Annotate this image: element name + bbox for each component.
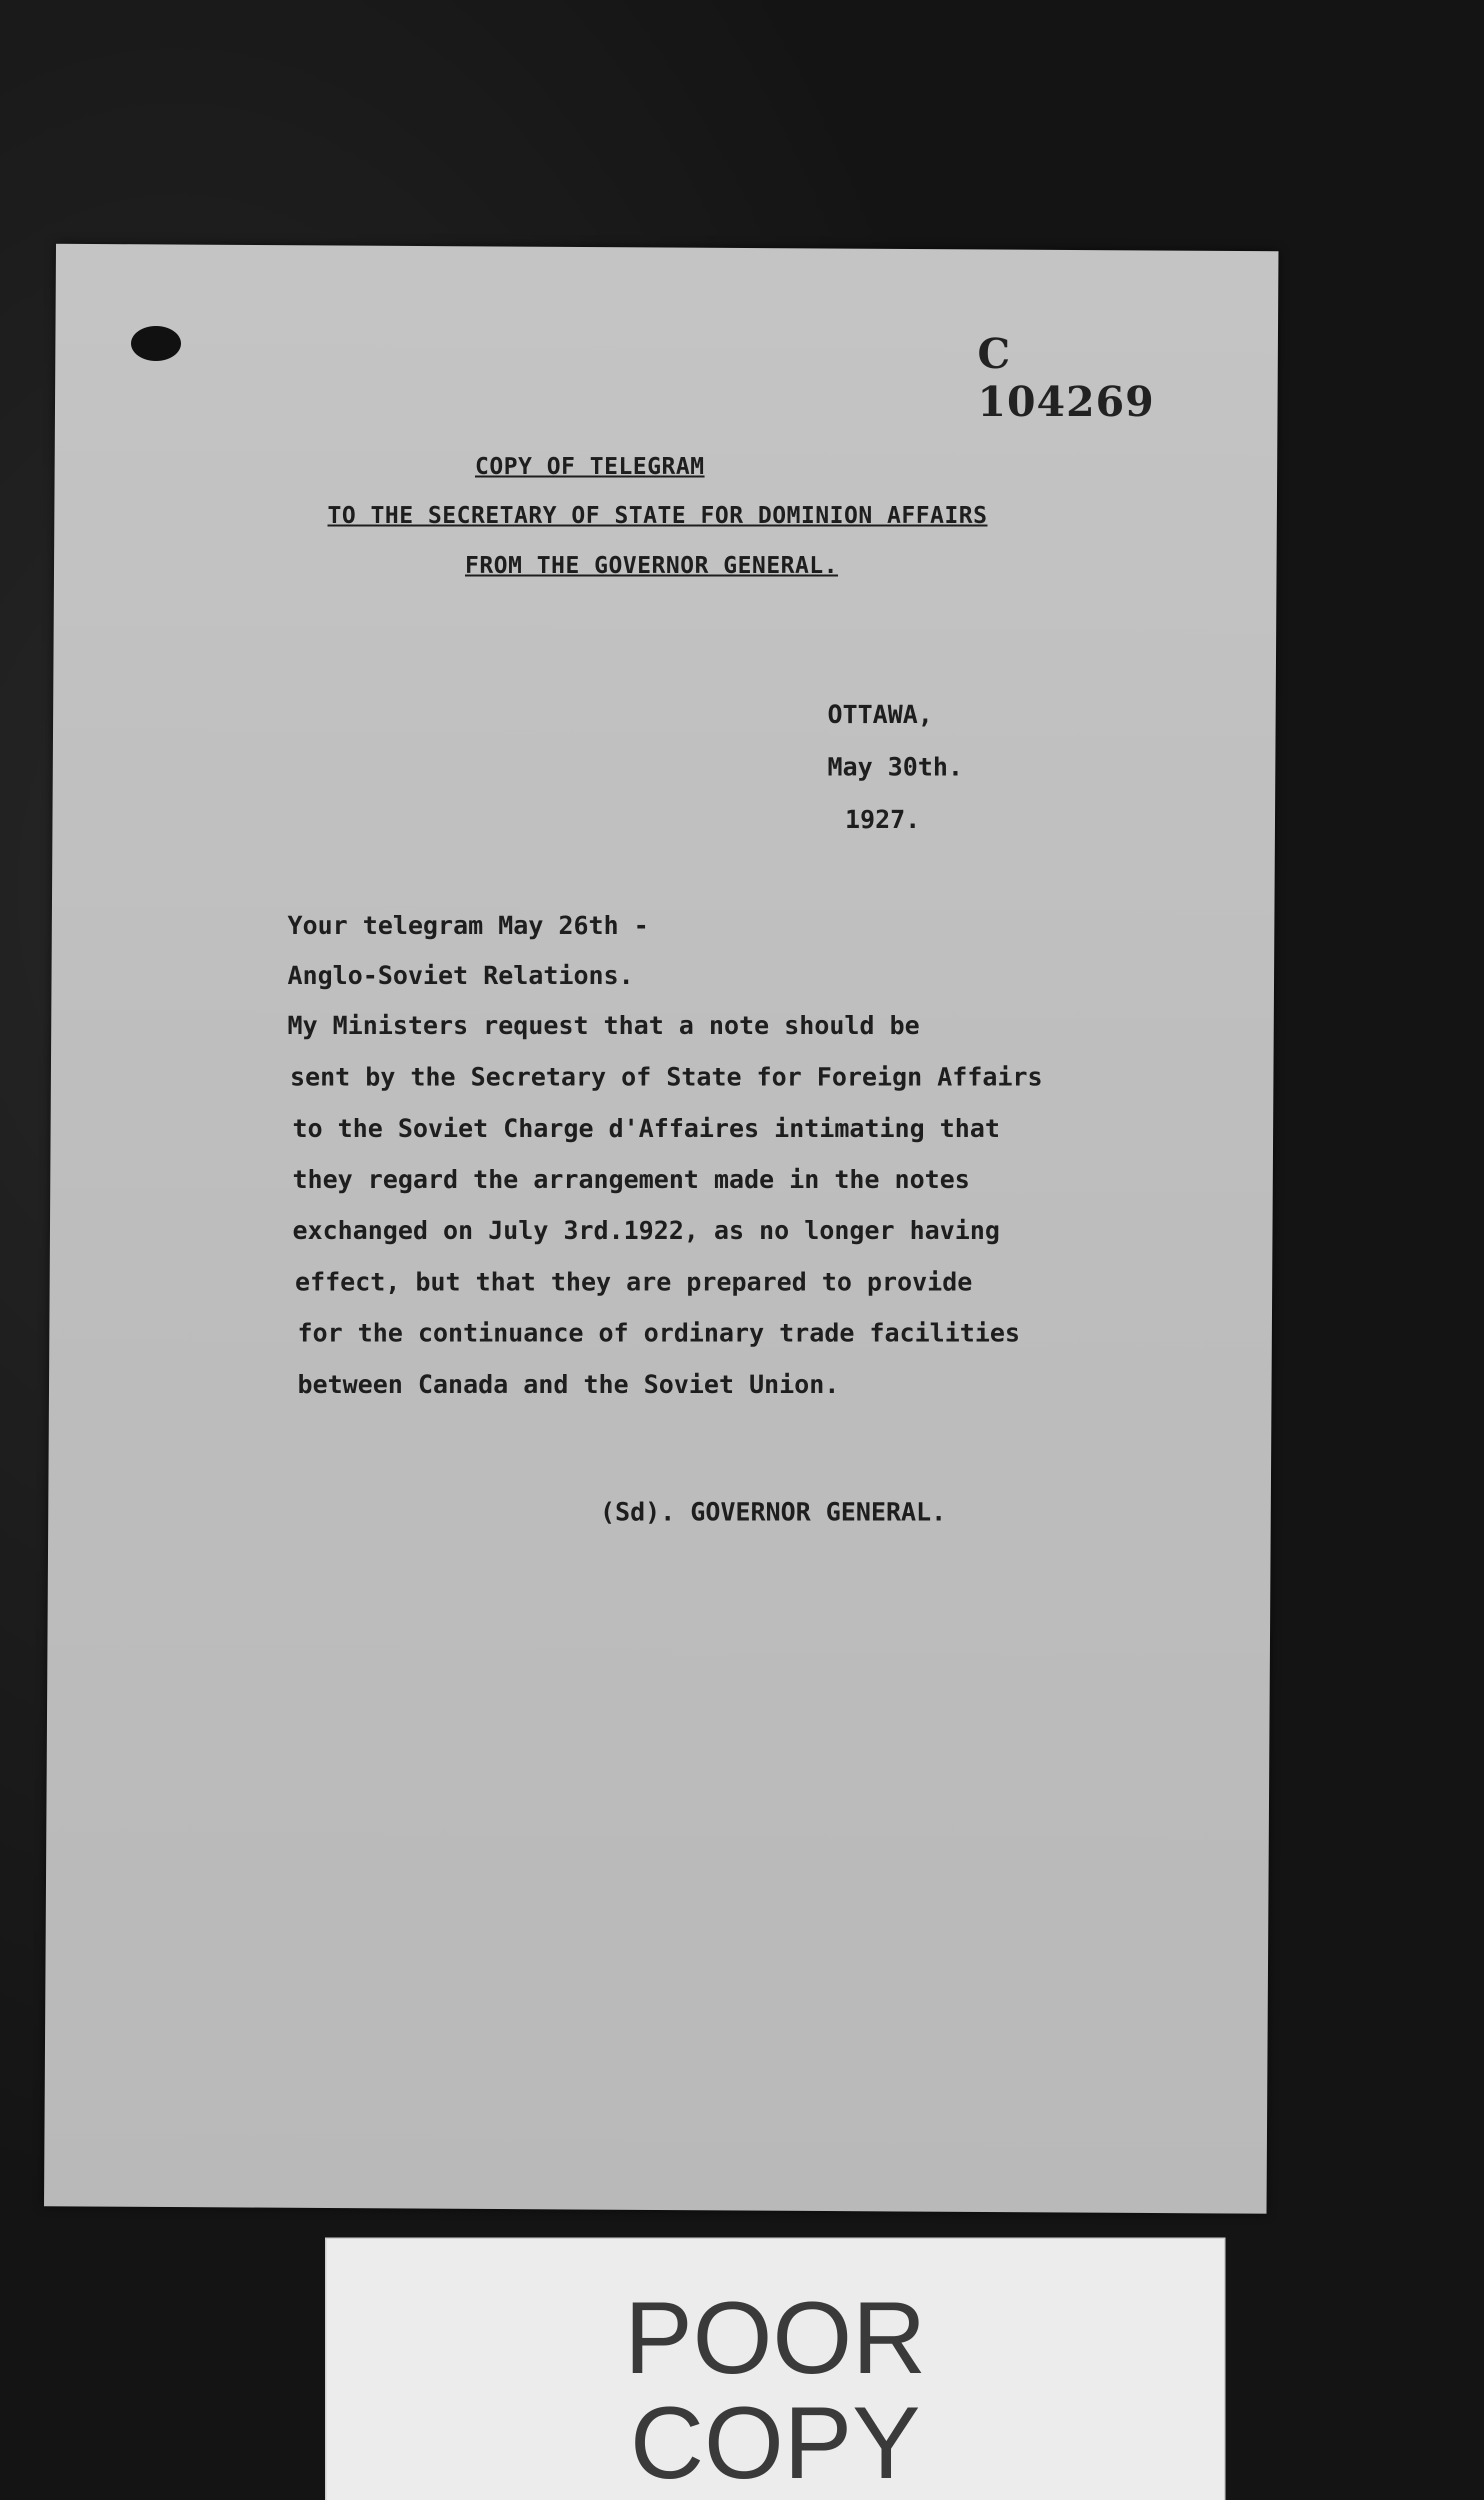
- poor-copy-line: POOR: [624, 2280, 926, 2395]
- body-line: exchanged on July 3rd.1922, as no longer having: [292, 1216, 1000, 1245]
- body-line: Anglo-Soviet Relations.: [288, 961, 634, 990]
- body-line: effect, but that they are prepared to provide: [295, 1268, 972, 1296]
- body-line: sent by the Secretary of State for Foreign Affairs: [290, 1062, 1043, 1092]
- body-line: they regard the arrangement made in the notes: [292, 1165, 970, 1194]
- body-line: between Canada and the Soviet Union.: [298, 1370, 840, 1399]
- heading-line-3: FROM THE GOVERNOR GENERAL.: [465, 552, 838, 578]
- heading-line-1: COPY OF TELEGRAM: [475, 452, 705, 480]
- document-number: C 104269: [978, 330, 1155, 426]
- body-line: Your telegram May 26th -: [288, 911, 649, 940]
- body-line: to the Soviet Charge d'Affaires intimating that: [292, 1114, 1000, 1143]
- signature: (Sd). GOVERNOR GENERAL.: [600, 1498, 946, 1526]
- place: OTTAWA,: [828, 700, 933, 729]
- body-line: for the continuance of ordinary trade facilities: [298, 1318, 1020, 1348]
- punch-hole: [131, 326, 181, 361]
- body-line: My Ministers request that a note should be: [288, 1011, 920, 1040]
- year: 1927.: [845, 805, 920, 834]
- poor-copy-label: [325, 2238, 1226, 2500]
- poor-copy-line: COPY: [630, 2386, 920, 2500]
- heading-line-2: TO THE SECRETARY OF STATE FOR DOMINION AFFAIRS: [328, 502, 988, 528]
- date: May 30th.: [828, 752, 963, 782]
